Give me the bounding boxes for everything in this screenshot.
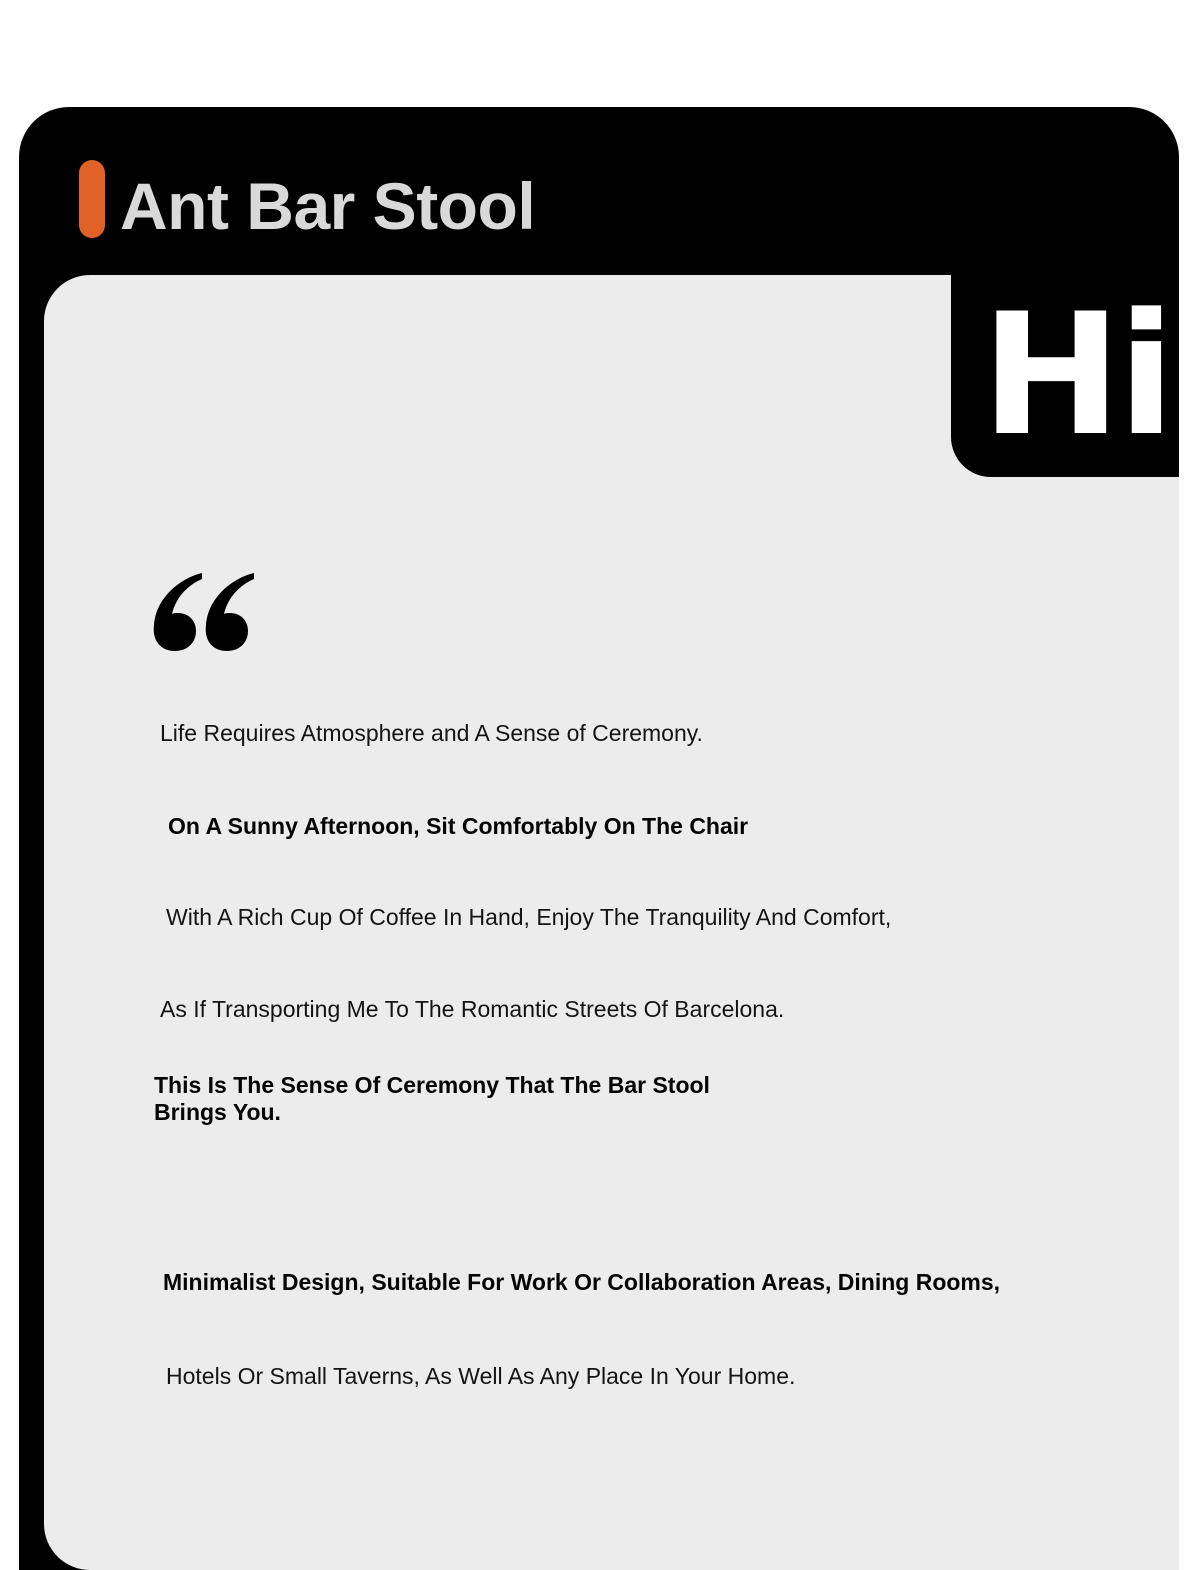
- quote-closing-line: This Is The Sense Of Ceremony That The Bar Stool Brings You.: [154, 1072, 710, 1125]
- brand-logo: [926, 1565, 1162, 1570]
- page-title: Ant Bar Stool: [120, 169, 536, 243]
- quote-icon: [152, 571, 256, 653]
- description-line: Minimalist Design, Suitable For Work Or Collaboration Areas, Dining Rooms,: [163, 1269, 1001, 1295]
- accent-bar: [79, 160, 105, 238]
- quote-line: With A Rich Cup Of Coffee In Hand, Enjoy The Tranquility And Comfort,: [166, 904, 892, 930]
- hi-badge-text: Hi: [981, 277, 1172, 473]
- description-line: Hotels Or Small Taverns, As Well As Any Place In Your Home.: [166, 1363, 796, 1389]
- quote-line: On A Sunny Afternoon, Sit Comfortably On The Chair: [168, 813, 749, 839]
- quote-line: Life Requires Atmosphere and A Sense of Ceremony.: [160, 720, 703, 746]
- hi-badge: [951, 275, 1179, 477]
- quote-line: As If Transporting Me To The Romantic Streets Of Barcelona.: [160, 996, 785, 1022]
- product-card: [19, 107, 1179, 1570]
